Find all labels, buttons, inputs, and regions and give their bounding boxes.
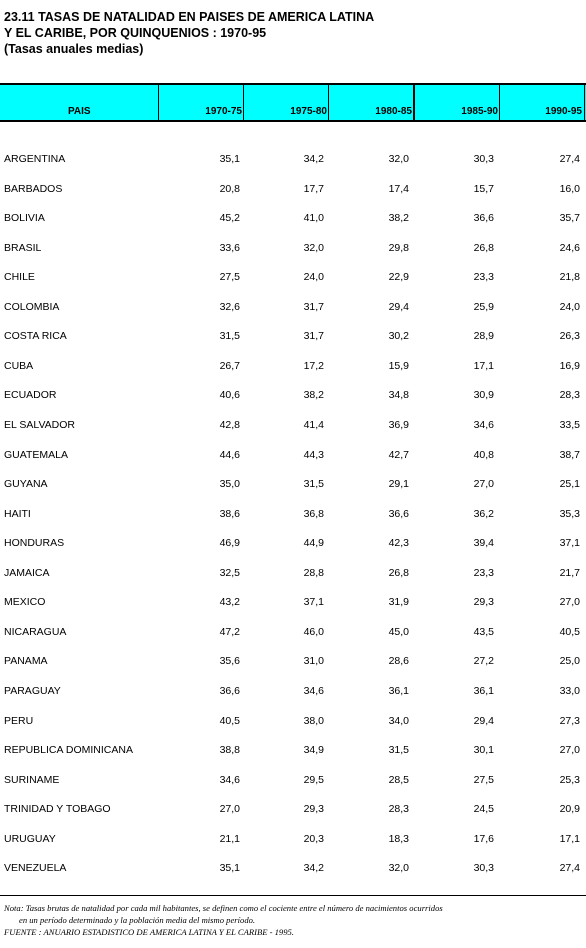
value-cell: 41,4 bbox=[303, 418, 324, 431]
table-row bbox=[0, 418, 586, 432]
table-bottom-rule bbox=[0, 895, 586, 896]
value-cell: 16,9 bbox=[559, 359, 580, 372]
table-row bbox=[0, 832, 586, 846]
value-cell: 31,5 bbox=[219, 330, 240, 343]
country-cell: BARBADOS bbox=[4, 182, 63, 195]
table-header bbox=[0, 83, 586, 122]
value-cell: 28,3 bbox=[559, 389, 580, 402]
value-cell: 27,2 bbox=[473, 655, 494, 668]
country-cell: URUGUAY bbox=[4, 832, 56, 845]
table-row bbox=[0, 625, 586, 639]
header-period: 1970-75 bbox=[205, 106, 242, 117]
header-period: 1990-95 bbox=[545, 106, 582, 117]
value-cell: 20,9 bbox=[559, 803, 580, 816]
title-line-3: (Tasas anuales medias) bbox=[4, 42, 144, 56]
country-cell: ARGENTINA bbox=[4, 153, 66, 165]
value-cell: 35,3 bbox=[559, 507, 580, 520]
country-cell: ECUADOR bbox=[4, 389, 57, 402]
value-cell: 27,5 bbox=[473, 773, 494, 786]
value-cell: 23,3 bbox=[473, 566, 494, 579]
value-cell: 17,6 bbox=[473, 832, 494, 845]
value-cell: 42,7 bbox=[388, 448, 409, 461]
value-cell: 34,8 bbox=[388, 389, 409, 402]
title-line-2: Y EL CARIBE, POR QUINQUENIOS : 1970-95 bbox=[4, 26, 267, 40]
value-cell: 36,9 bbox=[388, 418, 409, 431]
title-line-1: 23.11 TASAS DE NATALIDAD EN PAISES DE AMERICA LATINA bbox=[4, 10, 375, 24]
value-cell: 46,0 bbox=[303, 625, 324, 638]
table-row bbox=[0, 861, 586, 875]
value-cell: 16,0 bbox=[559, 182, 580, 195]
country-cell: REPUBLICA DOMINICANA bbox=[4, 744, 133, 756]
value-cell: 32,6 bbox=[219, 300, 240, 313]
value-cell: 38,0 bbox=[303, 714, 324, 727]
value-cell: 28,5 bbox=[388, 773, 409, 786]
value-cell: 26,8 bbox=[388, 566, 409, 579]
value-cell: 25,9 bbox=[473, 300, 494, 313]
source-line: FUENTE : ANUARIO ESTADISTICO DE AMERICA LATINA Y EL CARIBE - 1995. bbox=[4, 927, 294, 937]
value-cell: 29,1 bbox=[388, 478, 409, 491]
value-cell: 32,0 bbox=[388, 862, 409, 875]
value-cell: 35,7 bbox=[559, 212, 580, 225]
table-row bbox=[0, 566, 586, 580]
value-cell: 24,0 bbox=[303, 271, 324, 284]
value-cell: 33,5 bbox=[559, 418, 580, 431]
value-cell: 27,4 bbox=[559, 153, 580, 165]
table-row bbox=[0, 802, 586, 816]
value-cell: 31,9 bbox=[388, 596, 409, 609]
country-cell: HONDURAS bbox=[4, 537, 65, 550]
value-cell: 36,6 bbox=[473, 212, 494, 225]
value-cell: 32,5 bbox=[219, 566, 240, 579]
value-cell: 34,6 bbox=[219, 773, 240, 786]
value-cell: 38,2 bbox=[303, 389, 324, 402]
value-cell: 28,3 bbox=[388, 803, 409, 816]
value-cell: 37,1 bbox=[559, 537, 580, 550]
table-note bbox=[4, 902, 443, 938]
value-cell: 36,6 bbox=[388, 507, 409, 520]
value-cell: 15,9 bbox=[388, 359, 409, 372]
value-cell: 45,0 bbox=[388, 625, 409, 638]
country-cell: MEXICO bbox=[4, 596, 46, 609]
header-divider bbox=[499, 83, 500, 122]
country-cell: PARAGUAY bbox=[4, 684, 61, 697]
value-cell: 37,1 bbox=[303, 596, 324, 609]
value-cell: 24,6 bbox=[559, 241, 580, 254]
value-cell: 36,8 bbox=[303, 507, 324, 520]
country-cell: COSTA RICA bbox=[4, 330, 67, 343]
header-divider bbox=[158, 83, 159, 122]
value-cell: 38,2 bbox=[388, 212, 409, 225]
country-cell: NICARAGUA bbox=[4, 625, 67, 638]
table-row bbox=[0, 507, 586, 521]
note-line-1: Nota: Tasas brutas de natalidad por cada mil habitantes, se definen como el cociente entre el número de nacimientos ocurridos bbox=[4, 903, 443, 913]
value-cell: 27,0 bbox=[473, 478, 494, 491]
value-cell: 31,5 bbox=[388, 744, 409, 756]
value-cell: 46,9 bbox=[219, 537, 240, 550]
value-cell: 44,6 bbox=[219, 448, 240, 461]
value-cell: 40,5 bbox=[219, 714, 240, 727]
value-cell: 43,2 bbox=[219, 596, 240, 609]
value-cell: 31,7 bbox=[303, 300, 324, 313]
value-cell: 29,3 bbox=[303, 803, 324, 816]
value-cell: 35,6 bbox=[219, 655, 240, 668]
table-row bbox=[0, 773, 586, 787]
value-cell: 20,3 bbox=[303, 832, 324, 845]
value-cell: 17,1 bbox=[473, 359, 494, 372]
value-cell: 38,7 bbox=[559, 448, 580, 461]
value-cell: 35,1 bbox=[219, 862, 240, 875]
value-cell: 27,4 bbox=[559, 862, 580, 875]
value-cell: 17,1 bbox=[559, 832, 580, 845]
header-period: 1985-90 bbox=[461, 106, 498, 117]
value-cell: 33,6 bbox=[219, 241, 240, 254]
table-row bbox=[0, 477, 586, 491]
value-cell: 36,1 bbox=[473, 684, 494, 697]
header-divider bbox=[243, 83, 244, 122]
table-row bbox=[0, 270, 586, 284]
value-cell: 27,5 bbox=[219, 271, 240, 284]
value-cell: 28,9 bbox=[473, 330, 494, 343]
value-cell: 26,7 bbox=[219, 359, 240, 372]
table-row bbox=[0, 595, 586, 609]
table-row bbox=[0, 448, 586, 462]
value-cell: 34,9 bbox=[303, 744, 324, 756]
country-cell: EL SALVADOR bbox=[4, 418, 75, 431]
value-cell: 35,1 bbox=[219, 153, 240, 165]
table-row bbox=[0, 388, 586, 402]
value-cell: 39,4 bbox=[473, 537, 494, 550]
value-cell: 17,4 bbox=[388, 182, 409, 195]
value-cell: 26,8 bbox=[473, 241, 494, 254]
value-cell: 36,1 bbox=[388, 684, 409, 697]
table-row bbox=[0, 536, 586, 550]
country-cell: BOLIVIA bbox=[4, 212, 45, 225]
value-cell: 30,3 bbox=[473, 153, 494, 165]
value-cell: 27,0 bbox=[559, 744, 580, 756]
value-cell: 27,0 bbox=[559, 596, 580, 609]
value-cell: 29,8 bbox=[388, 241, 409, 254]
value-cell: 25,3 bbox=[559, 773, 580, 786]
value-cell: 40,6 bbox=[219, 389, 240, 402]
value-cell: 36,6 bbox=[219, 684, 240, 697]
value-cell: 34,2 bbox=[303, 862, 324, 875]
value-cell: 25,1 bbox=[559, 478, 580, 491]
value-cell: 44,3 bbox=[303, 448, 324, 461]
country-cell: PERU bbox=[4, 714, 34, 727]
country-cell: GUYANA bbox=[4, 478, 48, 491]
country-cell: COLOMBIA bbox=[4, 300, 60, 313]
country-cell: SURINAME bbox=[4, 773, 60, 786]
value-cell: 38,6 bbox=[219, 507, 240, 520]
country-cell: PANAMA bbox=[4, 655, 48, 668]
value-cell: 30,3 bbox=[473, 862, 494, 875]
country-cell: VENEZUELA bbox=[4, 862, 67, 875]
table-row bbox=[0, 359, 586, 373]
value-cell: 18,3 bbox=[388, 832, 409, 845]
value-cell: 17,2 bbox=[303, 359, 324, 372]
value-cell: 44,9 bbox=[303, 537, 324, 550]
header-period: 1980-85 bbox=[375, 106, 412, 117]
value-cell: 21,1 bbox=[219, 832, 240, 845]
value-cell: 31,7 bbox=[303, 330, 324, 343]
value-cell: 21,8 bbox=[559, 271, 580, 284]
value-cell: 25,0 bbox=[559, 655, 580, 668]
country-cell: CUBA bbox=[4, 359, 34, 372]
header-divider bbox=[584, 83, 585, 122]
value-cell: 31,0 bbox=[303, 655, 324, 668]
value-cell: 23,3 bbox=[473, 271, 494, 284]
value-cell: 40,5 bbox=[559, 625, 580, 638]
value-cell: 27,3 bbox=[559, 714, 580, 727]
value-cell: 43,5 bbox=[473, 625, 494, 638]
value-cell: 31,5 bbox=[303, 478, 324, 491]
value-cell: 21,7 bbox=[559, 566, 580, 579]
value-cell: 27,0 bbox=[219, 803, 240, 816]
table-row bbox=[0, 241, 586, 255]
country-cell: TRINIDAD Y TOBAGO bbox=[4, 803, 111, 816]
value-cell: 38,8 bbox=[219, 744, 240, 756]
note-line-2: en un período determinado y la población media del mismo período. bbox=[19, 915, 256, 925]
country-cell: HAITI bbox=[4, 507, 31, 520]
header-country: PAIS bbox=[68, 106, 91, 117]
value-cell: 41,0 bbox=[303, 212, 324, 225]
value-cell: 35,0 bbox=[219, 478, 240, 491]
value-cell: 34,0 bbox=[388, 714, 409, 727]
table-row bbox=[0, 329, 586, 343]
value-cell: 45,2 bbox=[219, 212, 240, 225]
value-cell: 29,4 bbox=[388, 300, 409, 313]
header-divider bbox=[328, 83, 329, 122]
value-cell: 30,1 bbox=[473, 744, 494, 756]
value-cell: 42,8 bbox=[219, 418, 240, 431]
table-row bbox=[0, 300, 586, 314]
table-row bbox=[0, 714, 586, 728]
value-cell: 15,7 bbox=[473, 182, 494, 195]
table-row bbox=[0, 684, 586, 698]
value-cell: 22,9 bbox=[388, 271, 409, 284]
country-cell: JAMAICA bbox=[4, 566, 50, 579]
country-cell: BRASIL bbox=[4, 241, 42, 254]
country-cell: GUATEMALA bbox=[4, 448, 68, 461]
value-cell: 29,3 bbox=[473, 596, 494, 609]
value-cell: 29,5 bbox=[303, 773, 324, 786]
value-cell: 32,0 bbox=[303, 241, 324, 254]
value-cell: 20,8 bbox=[219, 182, 240, 195]
value-cell: 24,0 bbox=[559, 300, 580, 313]
value-cell: 30,9 bbox=[473, 389, 494, 402]
header-period: 1975-80 bbox=[290, 106, 327, 117]
value-cell: 34,6 bbox=[303, 684, 324, 697]
value-cell: 28,6 bbox=[388, 655, 409, 668]
table-row bbox=[0, 211, 586, 225]
table-title bbox=[4, 9, 374, 57]
value-cell: 34,2 bbox=[303, 153, 324, 165]
value-cell: 17,7 bbox=[303, 182, 324, 195]
value-cell: 40,8 bbox=[473, 448, 494, 461]
table-row bbox=[0, 182, 586, 196]
value-cell: 42,3 bbox=[388, 537, 409, 550]
value-cell: 30,2 bbox=[388, 330, 409, 343]
table-row bbox=[0, 654, 586, 668]
table-row bbox=[0, 743, 586, 757]
value-cell: 47,2 bbox=[219, 625, 240, 638]
value-cell: 33,0 bbox=[559, 684, 580, 697]
country-cell: CHILE bbox=[4, 271, 35, 284]
value-cell: 24,5 bbox=[473, 803, 494, 816]
value-cell: 28,8 bbox=[303, 566, 324, 579]
value-cell: 32,0 bbox=[388, 153, 409, 165]
table-row bbox=[0, 152, 586, 166]
value-cell: 29,4 bbox=[473, 714, 494, 727]
value-cell: 34,6 bbox=[473, 418, 494, 431]
value-cell: 26,3 bbox=[559, 330, 580, 343]
value-cell: 36,2 bbox=[473, 507, 494, 520]
